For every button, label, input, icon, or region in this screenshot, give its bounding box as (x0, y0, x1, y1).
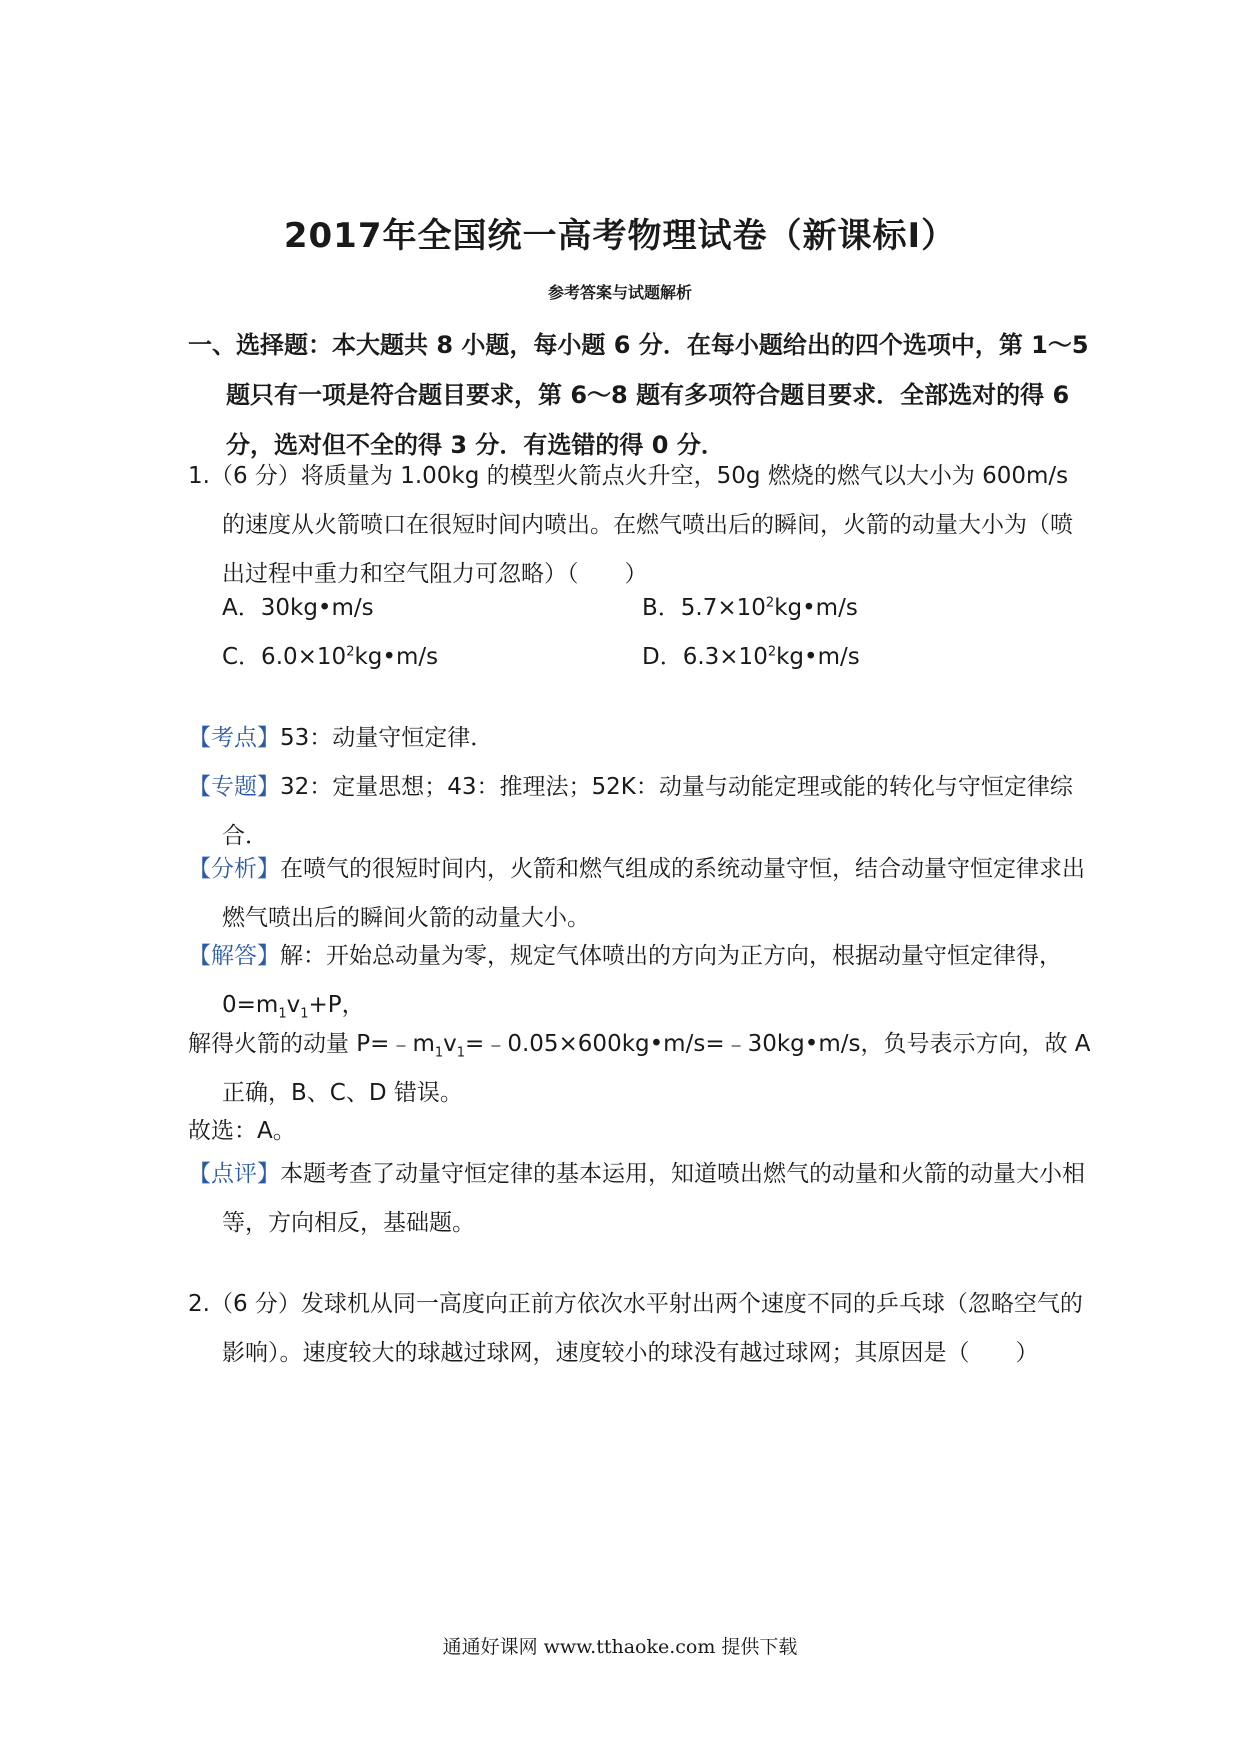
option-b: B．$5.7\times 10^2kg•m/s$ (642, 595, 858, 621)
kaodian-text: 53：动量守恒定律． (280, 725, 494, 751)
jieda-tag: 【解答】 (188, 943, 280, 969)
fenxi-line (188, 845, 1092, 943)
option-c: C．$6.0\times 10^2kg•m/s$ (222, 644, 439, 670)
page-title: 2017年全国统一高考物理试卷（新课标Ⅰ） (283, 216, 957, 256)
dianping-line (188, 1150, 1092, 1248)
option-d: D．$6.3\times 10^2kg•m/s$ (642, 644, 860, 670)
dianping-tag: 【点评】 (188, 1161, 280, 1187)
fenxi-tag: 【分析】 (188, 856, 280, 882)
kaodian-tag: 【考点】 (188, 725, 280, 751)
section-header: 一、选择题：本大题共 8 小题，每小题 6 分．在每小题给出的四个选项中，第 1～5 题只有一项是符合题目要求，第 6～8 题有多项符合题目要求．全部选对的得 6 分，选对但不全的得 3 分．有选错的得 0 分． (188, 331, 1089, 459)
question-1-stem: 1.（6 分）将质量为 1.00kg 的模型火箭点火升空，50g 燃烧的燃气以大小为 600m/s 的速度从火箭喷口在很短时间内喷出。在燃气喷出后的瞬间，火箭的动量大小为（喷出过程中重力和空气阻力可忽略）（ ） (188, 463, 1073, 587)
answer-line: 故选：A。 (188, 1118, 296, 1144)
page-subtitle: 参考答案与试题解析 (547, 283, 692, 302)
question-2-stem: 2.（6 分）发球机从同一高度向正前方依次水平射出两个速度不同的乒乓球（忽略空气的影响）。速度较大的球越过球网，速度较小的球没有越过球网；其原因是（ ） (188, 1291, 1083, 1366)
question-1-options (222, 584, 1062, 682)
option-a: A．30kg•m/s (222, 595, 374, 621)
fenxi-text: 在喷气的很短时间内，火箭和燃气组成的系统动量守恒，结合动量守恒定律求出燃气喷出后的瞬间火箭的动量大小。 (222, 856, 1085, 931)
jieda-line: 【解答】解：开始总动量为零，规定气体喷出的方向为正方向，根据动量守恒定律得，$0=m_1v_1+P$， (188, 943, 1062, 1022)
zhuanti-text: 32：定量思想；43：推理法；52K：动量与动能定理或能的转化与守恒定律综合． (222, 774, 1073, 849)
zhuanti-tag: 【专题】 (188, 774, 280, 800)
dianping-text: 本题考查了动量守恒定律的基本运用，知道喷出燃气的动量和火箭的动量大小相等，方向相反，基础题。 (222, 1161, 1085, 1236)
page-footer: 通通好课网 www.tthaoke.com 提供下载 (442, 1636, 798, 1658)
kaodian-line (188, 714, 1092, 763)
solution-line: 解得火箭的动量 $P=﹣m_1v_1=﹣0.05\times 600kg•m/s=﹣30kg•m/s$，负号表示方向，故 A 正确，B、C、D 错误。 (188, 1031, 1091, 1106)
